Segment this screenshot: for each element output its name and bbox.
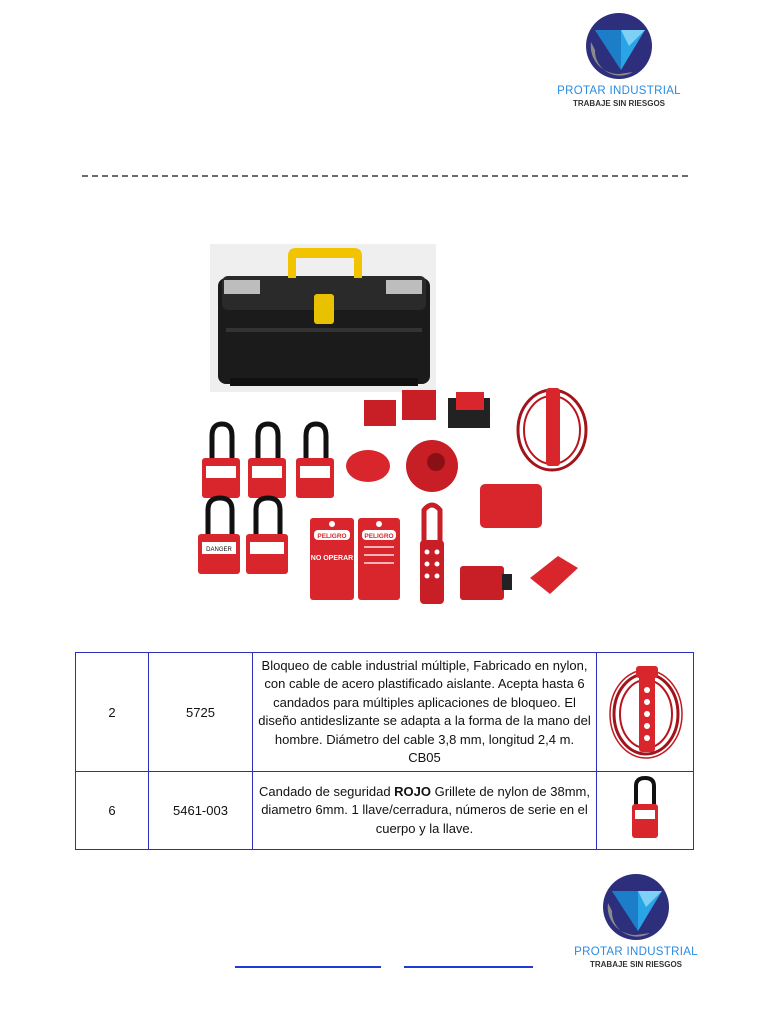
brand-name: PROTAR INDUSTRIAL bbox=[574, 946, 698, 958]
logo-emblem-icon bbox=[598, 873, 674, 945]
lockout-hasp-image bbox=[420, 505, 444, 604]
tag-left-title: PELIGRO bbox=[317, 533, 347, 540]
product-image-cell bbox=[597, 653, 694, 772]
description-color-emphasis: ROJO bbox=[394, 783, 432, 799]
toolbox-image bbox=[210, 244, 436, 392]
footer-link-underline[interactable] bbox=[404, 966, 533, 968]
brand-name: PROTAR INDUSTRIAL bbox=[557, 85, 681, 97]
cable-lockout-image bbox=[518, 388, 586, 470]
safety-tags-image bbox=[310, 518, 400, 600]
cable-lockout-thumbnail bbox=[602, 656, 688, 766]
red-padlock-thumbnail bbox=[602, 774, 688, 844]
quantity-cell: 2 bbox=[76, 653, 149, 772]
product-image-cell bbox=[597, 772, 694, 850]
description-text-rest: Grillete de nylon de 38mm, diametro 6mm. 1 llave/cerradura, números de serie en el cuerpo y la llave. bbox=[261, 783, 590, 836]
footer-link-underline[interactable] bbox=[235, 966, 381, 968]
padlock-tag-label: DANGER bbox=[206, 547, 232, 553]
description-cell: Bloqueo de cable industrial múltiple, Fabricado en nylon, con cable de acero plastificado aislante. Acepta hasta 6 candados para múltiples aplicaciones de bloqueo. El diseño antideslizante se adapta a la forma de la mano del hombre. Diámetro del cable 3,8 mm, longitud 2,4 m. CB05 bbox=[253, 653, 597, 772]
table-row bbox=[76, 772, 694, 850]
company-logo bbox=[546, 12, 692, 108]
code-cell: 5461-003 bbox=[149, 772, 253, 850]
footer-company-logo bbox=[562, 873, 710, 969]
quantity-cell: 6 bbox=[76, 772, 149, 850]
description-cell bbox=[253, 772, 597, 850]
lockout-kit-photo bbox=[190, 238, 600, 618]
brand-tagline: TRABAJE SIN RIESGOS bbox=[572, 98, 665, 108]
table-row bbox=[76, 653, 694, 772]
tag-right-title: PELIGRO bbox=[364, 533, 394, 540]
tag-left-text: NO OPERAR bbox=[310, 555, 354, 562]
header-divider bbox=[82, 175, 688, 177]
brand-tagline: TRABAJE SIN RIESGOS bbox=[589, 959, 682, 969]
description-text: Candado de seguridad bbox=[259, 783, 395, 799]
code-cell: 5725 bbox=[149, 653, 253, 772]
logo-emblem-icon bbox=[581, 12, 657, 84]
product-table bbox=[75, 652, 694, 850]
